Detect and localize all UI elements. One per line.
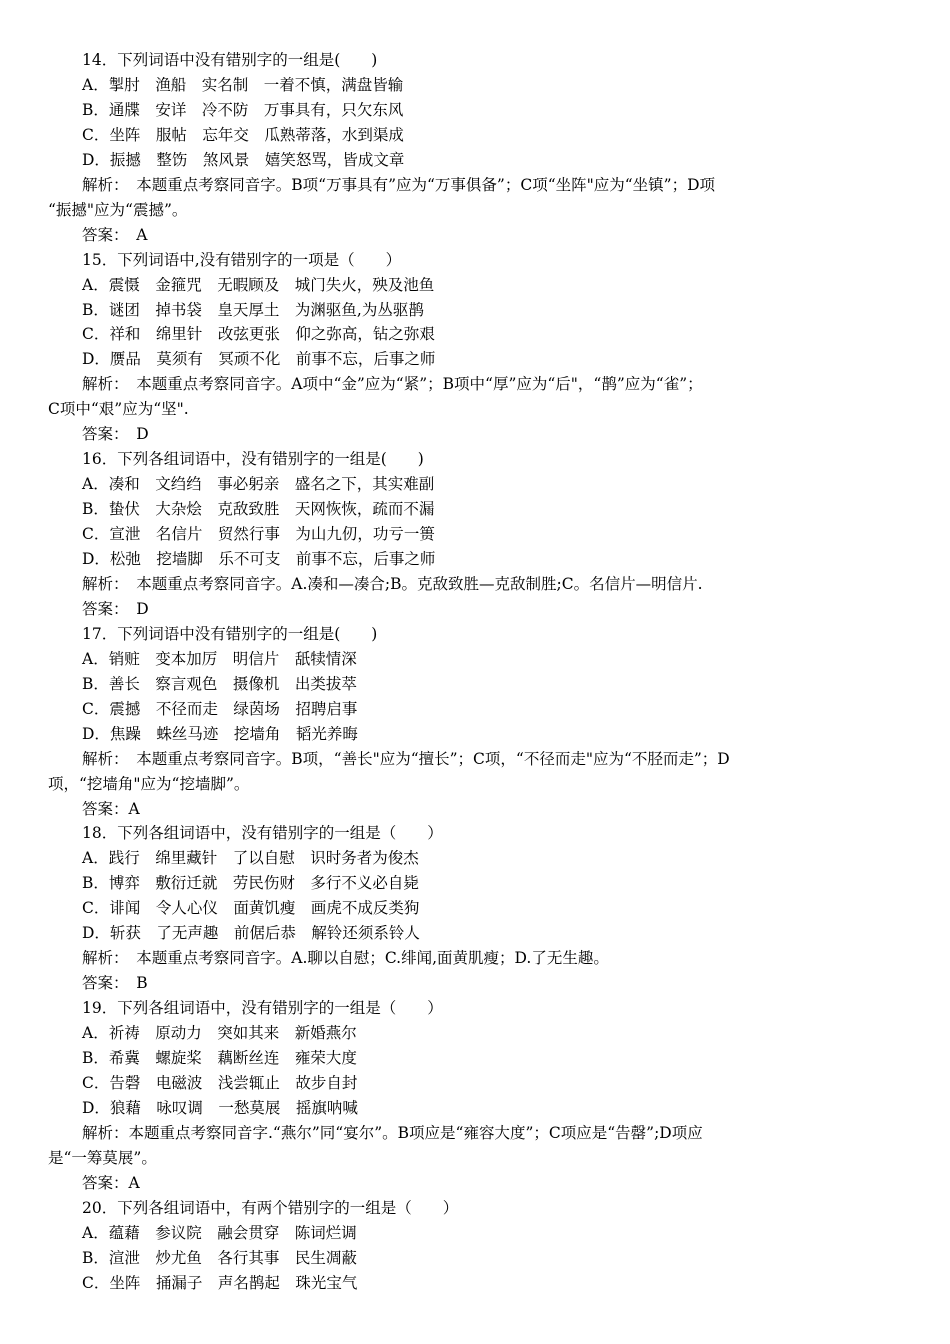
explanation-text: 解析： 本题重点考察同音字。A项中“金”应为“紧”；B项中“厚”应为“后"，“鹊”应为“雀”；: [82, 375, 703, 394]
answer-option: C．坐阵 捅漏子 声名鹊起 珠光宝气: [82, 1273, 358, 1292]
answer-option: C．坐阵 服帖 忘年交 瓜熟蒂落，水到渠成: [82, 125, 404, 144]
answer-option: D．斩获 了无声趣 前倨后恭 解铃还须系铃人: [82, 924, 420, 943]
question-stem: 18．下列各组词语中，没有错别字的一组是（ ）: [82, 824, 443, 843]
answer-line: 答案：A: [82, 1173, 140, 1192]
answer-option: A．震慑 金箍咒 无暇顾及 城门失火，殃及池鱼: [82, 275, 435, 294]
explanation-continuation: C项中“艰”应为“坚".: [48, 400, 189, 419]
explanation-continuation: 项，“挖墙角"应为“挖墙脚”。: [48, 774, 250, 793]
answer-option: D．焦躁 蛛丝马迹 挖墙角 韬光养晦: [82, 724, 358, 743]
answer-option: B．谜团 掉书袋 皇天厚土 为渊驱鱼,为丛驱鹊: [82, 300, 424, 319]
answer-option: B．善长 察言观色 摄像机 出类拔萃: [82, 674, 357, 693]
answer-option: D．狼藉 咏叹调 一愁莫展 摇旗呐喊: [82, 1098, 358, 1117]
explanation-text: 解析： 本题重点考察同音字。B项，“善长"应为“擅长”；C项，“不径而走"应为“不胫而走”；D: [82, 749, 730, 768]
answer-option: B．渲泄 炒尤鱼 各行其事 民生凋蔽: [82, 1248, 357, 1267]
answer-option: D．赝品 莫须有 冥顽不化 前事不忘，后事之师: [82, 350, 436, 369]
answer-line: 答案： A: [82, 225, 148, 244]
explanation-continuation: 是“一筹莫展”。: [48, 1148, 157, 1167]
answer-option: A．祈祷 原动力 突如其来 新婚燕尔: [82, 1024, 357, 1043]
question-stem: 15．下列词语中,没有错别字的一项是（ ）: [82, 250, 402, 269]
answer-option: C．宣泄 名信片 贸然行事 为山九仞，功亏一篑: [82, 525, 435, 544]
answer-option: C．告磬 电磁波 浅尝辄止 故步自封: [82, 1073, 358, 1092]
answer-line: 答案： B: [82, 974, 148, 993]
answer-option: A．掣肘 渔船 实名制 一着不慎，满盘皆输: [82, 75, 404, 94]
answer-option: D．松弛 挖墙脚 乐不可支 前事不忘，后事之师: [82, 550, 436, 568]
answer-line: 答案： D: [82, 425, 149, 444]
answer-option: B．蛰伏 大杂烩 克敌致胜 天网恢恢，疏而不漏: [82, 500, 435, 519]
question-stem: 14．下列词语中没有错别字的一组是( ): [82, 51, 378, 69]
answer-option: B．通牒 安详 冷不防 万事具有，只欠东风: [82, 100, 404, 119]
explanation-text: 解析： 本题重点考察同音字。A.凑和—凑合;B。克敌致胜—克敌制胜;C。名信片—明信片.: [82, 574, 703, 593]
answer-line: 答案：A: [82, 799, 140, 818]
answer-option: A．蕴藉 参议院 融会贯穿 陈词烂调: [82, 1223, 357, 1242]
explanation-text: 解析：本题重点考察同音字.“燕尔”同“宴尔”。B项应是“雍容大度”；C项应是“告罄”;D项应: [82, 1123, 703, 1142]
answer-option: C．祥和 绵里针 改弦更张 仰之弥高，钻之弥艰: [82, 325, 435, 344]
explanation-text: 解析： 本题重点考察同音字。B项“万事具有”应为“万事俱备”；C项“坐阵"应为“坐镇”；D项: [82, 175, 716, 194]
answer-option: D．振撼 整饬 煞风景 嬉笑怒骂，皆成文章: [82, 150, 405, 169]
question-stem: 17．下列词语中没有错别字的一组是( ): [82, 624, 378, 643]
explanation-text: 解析： 本题重点考察同音字。A.聊以自慰；C.绯闻,面黄肌瘦；D.了无生趣。: [82, 949, 609, 968]
answer-line: 答案： D: [82, 599, 149, 618]
answer-option: A．凑和 文绉绉 事必躬亲 盛名之下，其实难副: [82, 475, 435, 494]
question-stem: 19．下列各组词语中，没有错别字的一组是（ ）: [82, 999, 443, 1018]
answer-option: B．希冀 螺旋桨 藕断丝连 雍荣大度: [82, 1049, 357, 1067]
explanation-continuation: “振撼"应为“震撼”。: [48, 200, 188, 219]
answer-option: C．震撼 不径而走 绿茵场 招聘启事: [82, 699, 358, 718]
answer-option: C．诽闻 令人心仪 面黄饥瘦 画虎不成反类狗: [82, 899, 420, 918]
question-stem: 16．下列各组词语中，没有错别字的一组是( ): [82, 450, 424, 469]
answer-option: B．博弈 敷衍迁就 劳民伤财 多行不义必自毙: [82, 874, 419, 893]
question-stem: 20．下列各组词语中，有两个错别字的一组是（ ）: [82, 1198, 459, 1217]
answer-option: A．践行 绵里藏针 了以自慰 识时务者为俊杰: [82, 849, 419, 868]
answer-option: A．销赃 变本加厉 明信片 舐犊情深: [82, 649, 357, 668]
